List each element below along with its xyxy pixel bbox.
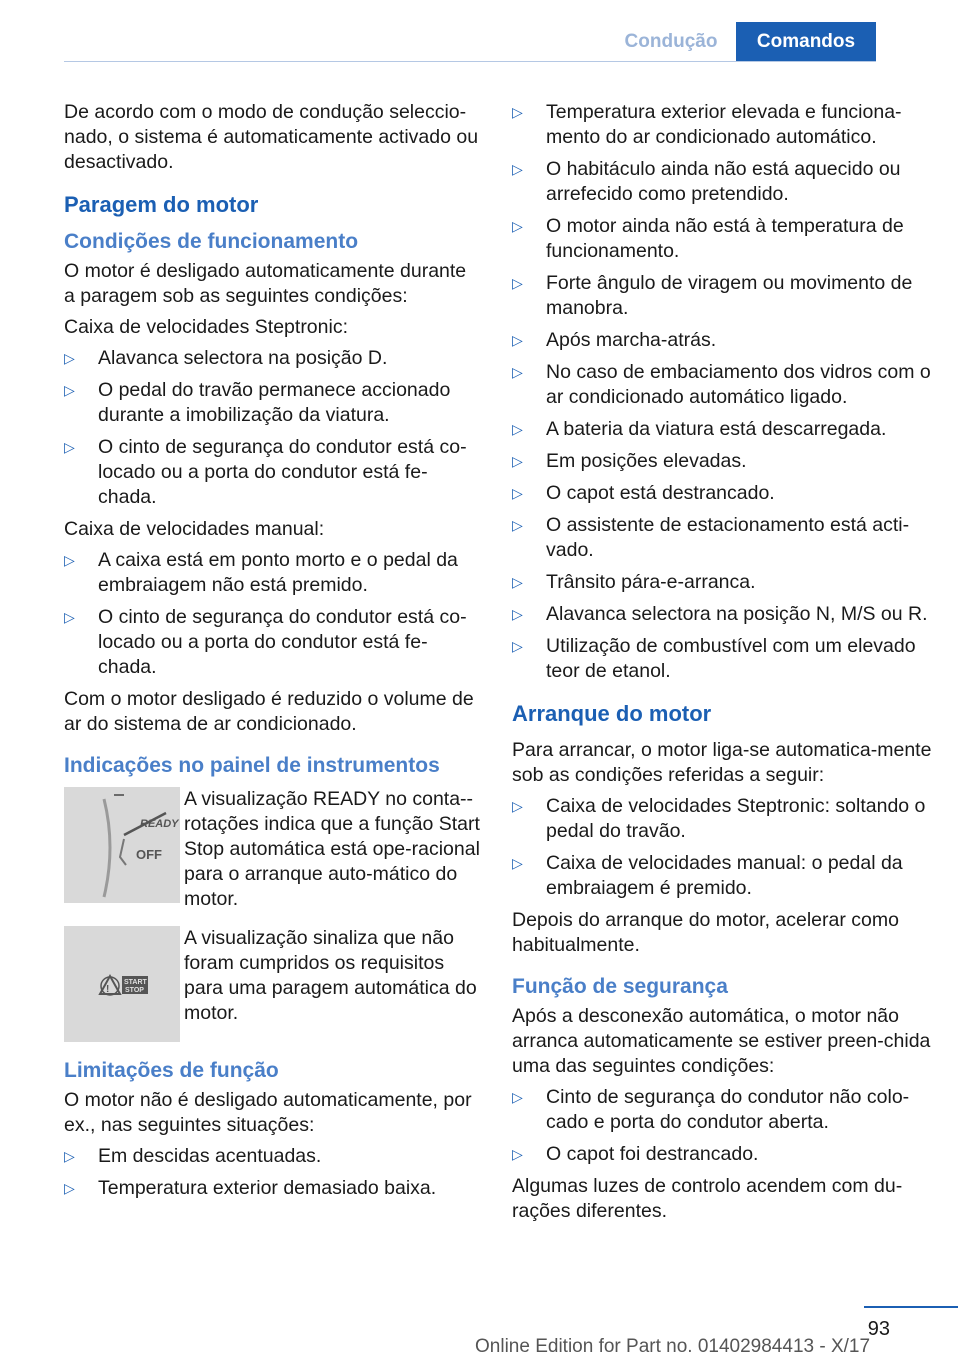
triangle-bullet-icon: ▷ — [512, 275, 523, 291]
list-item: ▷ O capot está destrancado. — [512, 482, 775, 504]
tachometer-ready-icon — [64, 787, 180, 903]
triangle-bullet-icon: ▷ — [64, 350, 75, 366]
svg-text:OFF: OFF — [136, 847, 162, 862]
triangle-bullet-icon: ▷ — [64, 1180, 75, 1196]
heading-limitacoes: Limitações de função — [64, 1059, 279, 1082]
triangle-bullet-icon: ▷ — [512, 1089, 523, 1105]
triangle-bullet-icon: ▷ — [64, 609, 75, 625]
list-item: ▷ O pedal do travão permanece accionado durante a imobilização da viatura. — [64, 379, 451, 426]
list-item: ▷ Em descidas acentuadas. — [64, 1145, 322, 1167]
limitacoes-list — [64, 1144, 482, 1201]
seguranca-paragraph: Após a desconexão automática, o motor não arranca automaticamente se estiver preen-chida uma das seguintes condições: — [512, 1005, 931, 1077]
triangle-bullet-icon: ▷ — [512, 364, 523, 380]
list-item: ▷ Alavanca selectora na posição D. — [64, 347, 388, 369]
heading-arranque-do-motor: Arranque do motor — [512, 701, 712, 726]
triangle-bullet-icon: ▷ — [512, 104, 523, 120]
steptronic-label: Caixa de velocidades Steptronic: — [64, 316, 348, 338]
arranque-paragraph: Para arrancar, o motor liga-se automatica-mente sob as condições referidas a seguir: — [512, 739, 932, 786]
start-stop-warning-image — [64, 926, 180, 1042]
triangle-bullet-icon: ▷ — [512, 574, 523, 590]
triangle-bullet-icon: ▷ — [512, 332, 523, 348]
figure-ready-row — [64, 787, 482, 912]
ready-display-description: A visualização READY no conta--rotações indica que a função Start Stop automática está ope-racional para o arranque auto-mático do motor. — [184, 788, 480, 910]
list-item: ▷ A caixa está em ponto morto e o pedal da embraiagem não está premido. — [64, 549, 458, 596]
list-item: ▷ O cinto de segurança do condutor está co-locado ou a porta do condutor está fe-chada. — [64, 436, 467, 508]
triangle-bullet-icon: ▷ — [512, 421, 523, 437]
triangle-bullet-icon: ▷ — [512, 798, 523, 814]
luzes-paragraph: Algumas luzes de controlo acendem com du-rações diferentes. — [512, 1175, 903, 1222]
list-item: ▷ No caso de embaciamento dos vidros com o ar condicionado automático ligado. — [512, 361, 931, 408]
intro-paragraph: De acordo com o modo de condução seleccio-nado, o sistema é automaticamente activado ou desactivado. — [64, 101, 479, 173]
list-item: ▷ O assistente de estacionamento está acti-vado. — [512, 514, 910, 561]
list-item: ▷ Em posições elevadas. — [512, 450, 747, 472]
manual-list — [64, 548, 482, 680]
triangle-bullet-icon: ▷ — [64, 1148, 75, 1164]
triangle-bullet-icon: ▷ — [512, 1146, 523, 1162]
list-item: ▷ Alavanca selectora na posição N, M/S ou R. — [512, 603, 928, 625]
volume-paragraph: Com o motor desligado é reduzido o volume de ar do sistema de ar condicionado. — [64, 688, 474, 735]
triangle-bullet-icon: ▷ — [512, 606, 523, 622]
section-tab-comandos[interactable]: Comandos — [736, 22, 876, 62]
triangle-bullet-icon: ▷ — [512, 855, 523, 871]
depois-paragraph: Depois do arranque do motor, acelerar como habitualmente. — [512, 909, 899, 956]
svg-text:START: START — [124, 979, 147, 986]
list-item: ▷ O motor ainda não está à temperatura de funcionamento. — [512, 215, 904, 262]
triangle-bullet-icon: ▷ — [64, 439, 75, 455]
heading-paragem-do-motor: Paragem do motor — [64, 192, 259, 217]
heading-funcao-de-seguranca: Função de segurança — [512, 975, 728, 998]
page-number: 93 — [867, 1318, 890, 1340]
svg-text:READY: READY — [140, 818, 179, 830]
start-stop-warning-description: A visualização sinaliza que não foram cumpridos os requisitos para uma paragem automática do motor. — [184, 927, 477, 1024]
list-item: ▷ Caixa de velocidades Steptronic: soltando o pedal do travão. — [512, 795, 926, 842]
list-item: ▷ A bateria da viatura está descarregada. — [512, 418, 887, 440]
ready-display-image — [64, 787, 180, 903]
figure-start-stop-row — [64, 926, 482, 1042]
edition-watermark: Online Edition for Part no. 01402984413 - X/17 — [475, 1336, 871, 1357]
manual-label: Caixa de velocidades manual: — [64, 518, 325, 540]
list-item: ▷ Utilização de combustível com um elevado teor de etanol. — [512, 635, 916, 682]
list-item: ▷ O capot foi destrancado. — [512, 1143, 759, 1165]
triangle-bullet-icon: ▷ — [512, 517, 523, 533]
triangle-bullet-icon: ▷ — [512, 453, 523, 469]
triangle-bullet-icon: ▷ — [512, 638, 523, 654]
svg-text:!: ! — [106, 984, 110, 995]
list-item: ▷ Forte ângulo de viragem ou movimento de manobra. — [512, 272, 913, 319]
triangle-bullet-icon: ▷ — [512, 485, 523, 501]
section-tab-conducao[interactable]: Condução — [624, 31, 718, 52]
list-item: ▷ O habitáculo ainda não está aquecido ou arrefecido como pretendido. — [512, 158, 901, 205]
footer-divider — [864, 1306, 958, 1308]
list-item: ▷ O cinto de segurança do condutor está co-locado ou a porta do condutor está fe-chada. — [64, 606, 467, 678]
arranque-list — [512, 794, 932, 901]
list-item: ▷ Temperatura exterior elevada e funciona-mento do ar condicionado automático. — [512, 101, 902, 148]
limitacoes-list-continued — [512, 100, 932, 684]
seguranca-list — [512, 1085, 932, 1167]
triangle-bullet-icon: ▷ — [64, 552, 75, 568]
heading-indicacoes: Indicações no painel de instrumentos — [64, 754, 440, 777]
steptronic-list — [64, 346, 482, 510]
heading-condicoes: Condições de funcionamento — [64, 230, 359, 253]
right-column — [512, 100, 932, 1230]
list-item: ▷ Temperatura exterior demasiado baixa. — [64, 1177, 437, 1199]
left-column — [64, 100, 482, 1208]
list-item: ▷ Após marcha-atrás. — [512, 329, 717, 351]
list-item: ▷ Cinto de segurança do condutor não colo-cado e porta do condutor aberta. — [512, 1086, 910, 1133]
header-divider — [64, 61, 876, 62]
limitacoes-paragraph: O motor não é desligado automaticamente, por ex., nas seguintes situações: — [64, 1089, 472, 1136]
triangle-bullet-icon: ▷ — [512, 161, 523, 177]
start-stop-off-icon — [64, 926, 180, 1042]
list-item: ▷ Caixa de velocidades manual: o pedal da embraiagem é premido. — [512, 852, 903, 899]
triangle-bullet-icon: ▷ — [512, 218, 523, 234]
triangle-bullet-icon: ▷ — [64, 382, 75, 398]
list-item: ▷ Trânsito pára-e-arranca. — [512, 571, 756, 593]
svg-text:STOP: STOP — [125, 987, 144, 994]
condicoes-paragraph: O motor é desligado automaticamente durante a paragem sob as seguintes condições: — [64, 260, 467, 307]
page-header — [0, 0, 960, 62]
